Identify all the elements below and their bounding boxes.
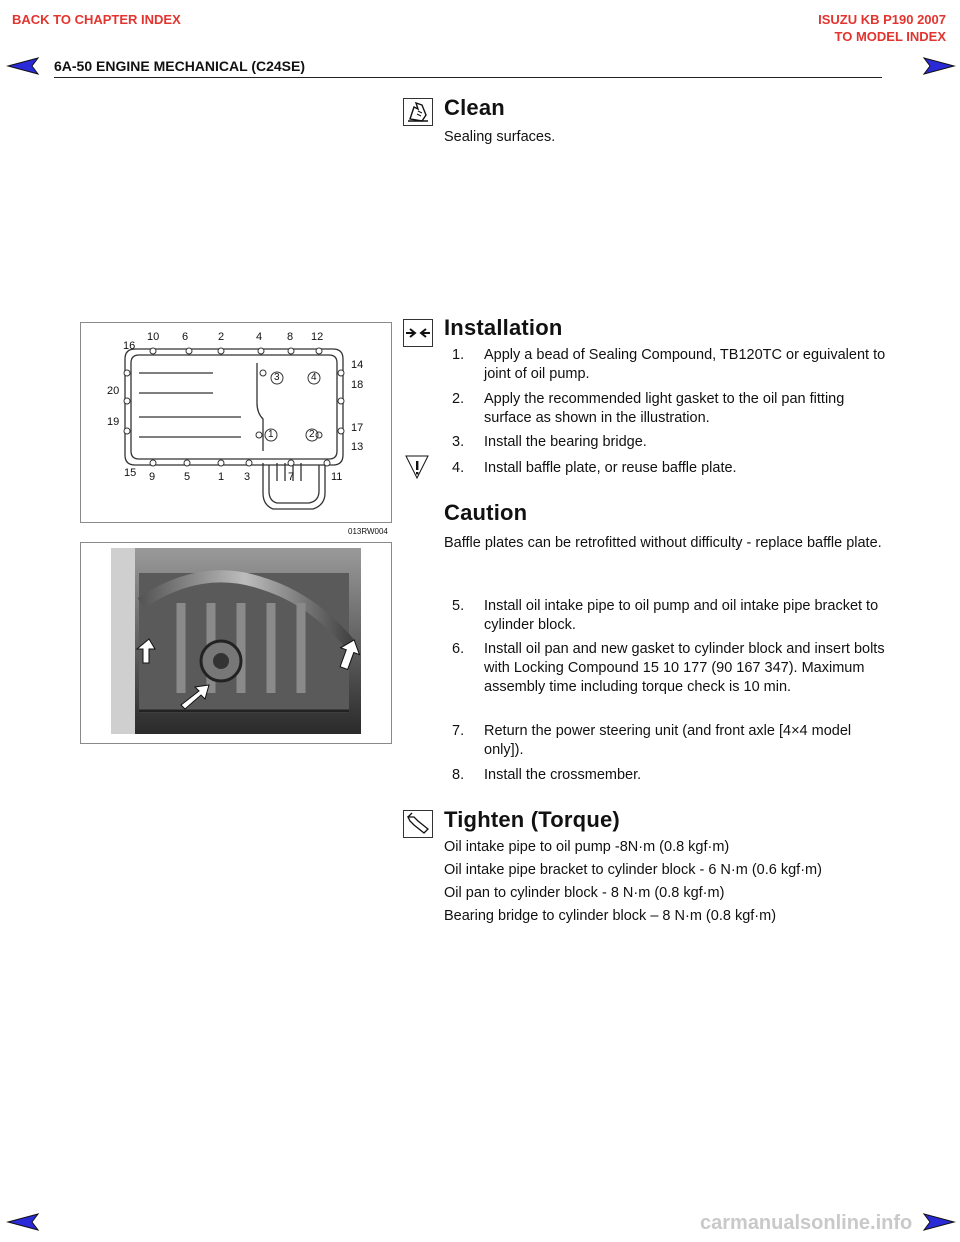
caution-heading: Caution (444, 500, 528, 525)
next-page-arrow-icon[interactable] (922, 1212, 956, 1232)
step-text: Apply a bead of Sealing Compound, TB120TC or eguivalent to joint of oil pump. (484, 347, 886, 382)
previous-page-arrow-icon[interactable] (6, 1212, 40, 1232)
step-text: Install the crossmember. (484, 767, 642, 783)
section-title: 6A-50 ENGINE MECHANICAL (C24SE) (54, 58, 306, 74)
oil-pan-photo-frame (80, 542, 392, 744)
step-number: 1. (452, 347, 465, 363)
bolt-number: 20 (107, 385, 120, 397)
circled-bolt-number: 3 (274, 372, 280, 383)
bolt-number: 7 (288, 471, 295, 483)
step-text: Install oil pan and new gasket to cylinder block and insert bolts with Locking Compound 15 10 177 (90 167 347). Maximum assembly time including torque check is 10 min. (484, 641, 885, 695)
installation-icon (403, 319, 433, 347)
bolt-number: 18 (351, 379, 364, 391)
torque-spec: Oil pan to cylinder block - 8 N·m (0.8 kgf·m) (444, 885, 725, 901)
step-number: 3. (452, 434, 465, 450)
bolt-number: 15 (124, 467, 137, 479)
to-model-index-link[interactable]: TO MODEL INDEX (834, 29, 946, 44)
header-rule (54, 77, 882, 78)
circled-bolt-number: 4 (311, 372, 317, 383)
step-text: Install baffle plate, or reuse baffle plate. (484, 460, 737, 476)
bolt-number: 4 (256, 331, 263, 343)
bolt-number: 1 (218, 471, 225, 483)
bolt-number: 13 (351, 441, 364, 453)
bolt-number: 3 (244, 471, 251, 483)
step-text: Install the bearing bridge. (484, 434, 647, 450)
step-number: 6. (452, 641, 465, 657)
bolt-number: 19 (107, 416, 120, 428)
bolt-number: 5 (184, 471, 191, 483)
caution-text: Baffle plates can be retrofitted without difficulty - replace baffle plate. (444, 535, 882, 551)
bolt-number: 10 (147, 331, 160, 343)
bolt-number: 2 (218, 331, 225, 343)
bolt-number: 6 (182, 331, 189, 343)
clean-icon (403, 98, 433, 126)
caution-icon (402, 452, 432, 480)
step-text: Return the power steering unit (and front axle [4×4 model only]). (484, 723, 852, 758)
step-number: 4. (452, 460, 465, 476)
figure-caption: 013RW004 (348, 527, 388, 536)
tighten-heading: Tighten (Torque) (444, 807, 620, 832)
bolt-number: 16 (123, 340, 136, 352)
next-page-arrow-icon[interactable] (922, 56, 956, 76)
model-title-link[interactable]: ISUZU KB P190 2007 (818, 12, 946, 27)
torque-spec: Oil intake pipe bracket to cylinder block - 6 N·m (0.6 kgf·m) (444, 862, 822, 878)
installation-heading: Installation (444, 315, 563, 340)
bolt-number: 8 (287, 331, 294, 343)
bolt-number: 9 (149, 471, 156, 483)
bolt-number: 17 (351, 422, 364, 434)
step-number: 2. (452, 391, 465, 407)
oil-pan-bolt-diagram (80, 322, 392, 523)
circled-bolt-number: 1 (268, 429, 274, 440)
step-number: 7. (452, 723, 465, 739)
bolt-number: 11 (331, 471, 343, 483)
clean-heading: Clean (444, 95, 505, 120)
step-number: 5. (452, 598, 465, 614)
torque-spec: Bearing bridge to cylinder block – 8 N·m (0.8 kgf·m) (444, 908, 777, 924)
bolt-number: 12 (311, 331, 324, 343)
step-text: Install oil intake pipe to oil pump and oil intake pipe bracket to cylinder block. (484, 598, 879, 633)
tighten-wrench-icon (403, 810, 433, 838)
circled-bolt-number: 2 (309, 429, 315, 440)
watermark-text: carmanualsonline.info (700, 1212, 913, 1234)
clean-text: Sealing surfaces. (444, 129, 556, 145)
back-to-chapter-index-link[interactable]: BACK TO CHAPTER INDEX (12, 12, 181, 27)
torque-spec: Oil intake pipe to oil pump -8N·m (0.8 kgf·m) (444, 839, 730, 855)
previous-page-arrow-icon[interactable] (6, 56, 40, 76)
step-number: 8. (452, 767, 465, 783)
oil-pan-photo (81, 543, 391, 743)
oil-pan-outline (81, 323, 391, 522)
bolt-number: 14 (351, 359, 364, 371)
step-text: Apply the recommended light gasket to the oil pan fitting surface as shown in the illustration. (484, 391, 845, 426)
